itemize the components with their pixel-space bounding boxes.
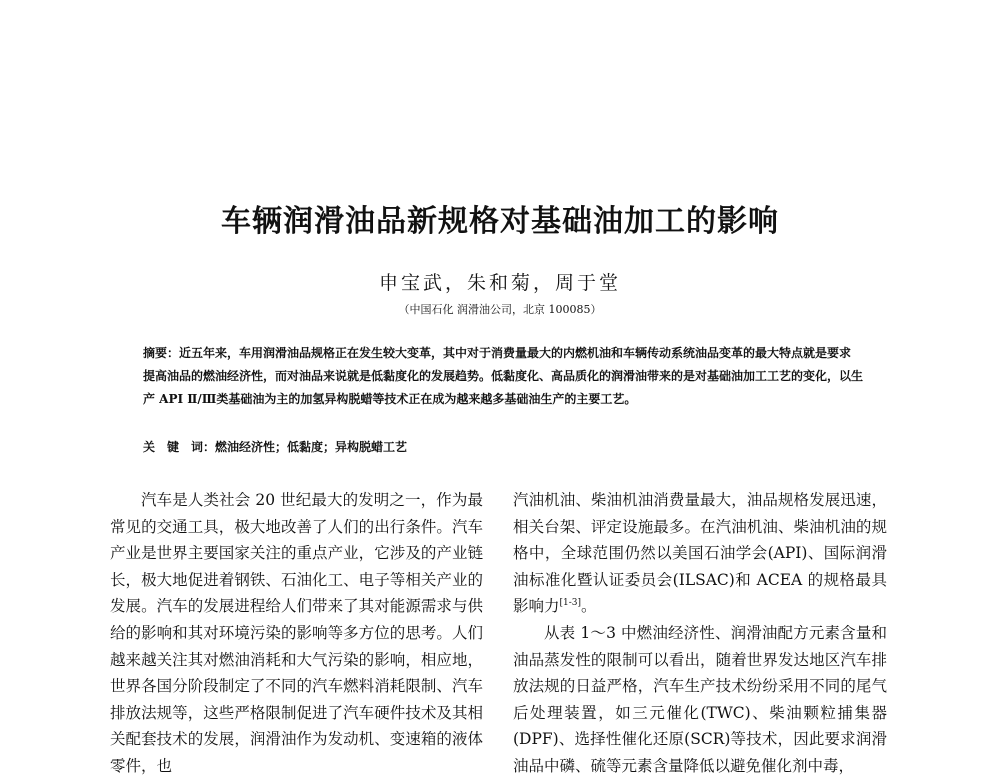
body-paragraph: 从表 1～3 中燃油经济性、润滑油配方元素含量和油品蒸发性的限制可以看出，随着世界发达地区汽车排放法规的日益严格，汽车生产技术纷纷采用不同的尾气后处理装置，如三元催化(TWC)、柴油颗粒捕集器(DPF)、选择性催化还原(SCR)等技术，因此要求润滑油品中磷、硫等元素含量降低以避免催化剂中毒， <box>513 623 887 775</box>
keywords-text: 燃油经济性；低黏度；异构脱蜡工艺 <box>215 440 408 454</box>
body-column-left <box>110 487 483 780</box>
abstract-text: 近五年来，车用润滑油品规格正在发生较大变革，其中对于消费量最大的内燃机油和车辆传动系统油品变革的最大特点就是要求提高油品的燃油经济性，而对油品来说就是低黏度化的发展趋势。低黏度化、高品质化的润滑油带来的是对基础油加工工艺的变化，以生产 API Ⅱ/Ⅲ类基础油为主的加氢异构脱蜡等技术正在成为越来越多基础油生产的主要工艺。 <box>143 346 864 406</box>
abstract <box>143 342 863 411</box>
keywords <box>143 436 863 459</box>
abstract-label: 摘要： <box>143 346 180 360</box>
citation-ref: [1-3] <box>559 598 582 609</box>
authors: 申宝武，朱和菊，周于堂 <box>378 272 621 294</box>
body-text: 汽油机油、柴油机油消费量最大，油品规格发展迅速，相关台架、评定设施最多。在汽油机油、柴油机油的规格中，全球范围仍然以美国石油学会(API)、国际润滑油标准化暨认证委员会(ILSAC)和 ACEA 的规格最具影响力 <box>513 491 887 616</box>
body-paragraph <box>513 487 887 620</box>
affiliation: （中国石化 润滑油公司，北京 100085） <box>398 303 602 316</box>
keywords-label: 关 键 词： <box>143 440 216 454</box>
body-text-end: 。 <box>581 597 597 616</box>
body-column-right <box>513 487 887 780</box>
paper-title: 车辆润滑油品新规格对基础油加工的影响 <box>221 204 779 239</box>
body-paragraph: 汽车是人类社会 20 世纪最大的发明之一，作为最常见的交通工具，极大地改善了人们的出行条件。汽车产业是世界主要国家关注的重点产业，它涉及的产业链长，极大地促进着钢铁、石油化工、电子等相关产业的发展。汽车的发展进程给人们带来了其对能源需求与供给的影响和其对环境污染的影响等多方位的思考。人们越来越关注其对燃油消耗和大气污染的影响，相应地，世界各国分阶段制定了不同的汽车燃料消耗限制、汽车排放法规等，这些严格限制促进了汽车硬件技术及其相关配套技术的发展，润滑油作为发动机、变速箱的液体零件，也 <box>110 491 483 775</box>
